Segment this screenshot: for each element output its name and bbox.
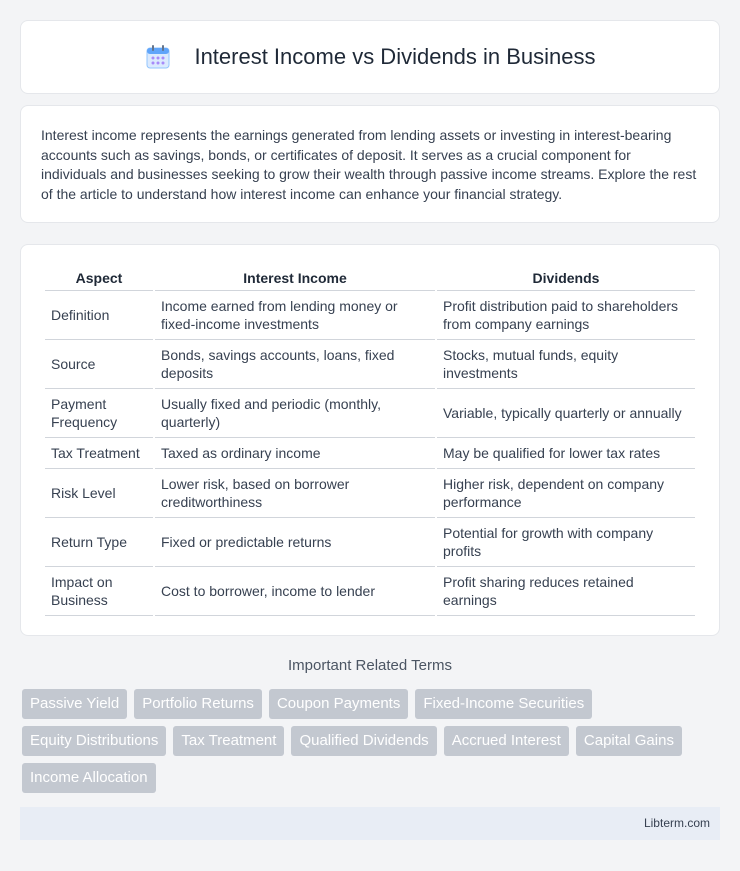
- table-cell: Payment Frequency: [45, 389, 153, 438]
- term-tag[interactable]: Income Allocation: [22, 763, 156, 793]
- term-tag[interactable]: Accrued Interest: [444, 726, 569, 756]
- related-terms-title: Important Related Terms: [288, 657, 452, 674]
- table-cell: Source: [45, 340, 153, 389]
- intro-text: Interest income represents the earnings generated from lending assets or investing in interest-bearing accounts such as savings, bonds, or certificates of deposit. It serves as a crucial component for individuals and businesses seeking to grow their wealth through passive income streams. Explore the rest of the article to understand how interest income can enhance your financial strategy.: [41, 127, 697, 202]
- term-tag[interactable]: Passive Yield: [22, 689, 127, 719]
- table-cell: Profit distribution paid to shareholders from company earnings: [437, 291, 695, 340]
- table-cell: Variable, typically quarterly or annually: [437, 389, 695, 438]
- table-cell: Taxed as ordinary income: [155, 438, 435, 469]
- calendar-icon: [144, 43, 172, 71]
- table-cell: Profit sharing reduces retained earnings: [437, 567, 695, 616]
- table-cell: Tax Treatment: [45, 438, 153, 469]
- title-card: [20, 20, 720, 94]
- table-row: [45, 389, 695, 438]
- term-tag[interactable]: Coupon Payments: [269, 689, 408, 719]
- column-header: Dividends: [437, 265, 695, 291]
- footer-link[interactable]: Libterm.com: [643, 816, 710, 830]
- table-cell: Impact on Business: [45, 567, 153, 616]
- table-row: [45, 567, 695, 616]
- table-cell: Higher risk, dependent on company performance: [437, 469, 695, 518]
- table-cell: Cost to borrower, income to lender: [155, 567, 435, 616]
- comparison-table-card: [20, 244, 720, 636]
- table-row: [45, 469, 695, 518]
- table-cell: Return Type: [45, 518, 153, 567]
- term-tag[interactable]: Capital Gains: [576, 726, 682, 756]
- table-cell: Stocks, mutual funds, equity investments: [437, 340, 695, 389]
- intro-card: [20, 105, 720, 223]
- table-header-row: [45, 265, 695, 291]
- term-tag[interactable]: Fixed-Income Securities: [415, 689, 592, 719]
- table-cell: Bonds, savings accounts, loans, fixed deposits: [155, 340, 435, 389]
- comparison-table: [43, 265, 697, 616]
- column-header: Interest Income: [155, 265, 435, 291]
- table-cell: Usually fixed and periodic (monthly, quarterly): [155, 389, 435, 438]
- footer: [20, 807, 720, 840]
- table-cell: May be qualified for lower tax rates: [437, 438, 695, 469]
- table-row: [45, 340, 695, 389]
- term-tag[interactable]: Qualified Dividends: [291, 726, 436, 756]
- page-title: Interest Income vs Dividends in Business: [194, 44, 596, 69]
- table-cell: Income earned from lending money or fixed-income investments: [155, 291, 435, 340]
- table-cell: Fixed or predictable returns: [155, 518, 435, 567]
- table-cell: Lower risk, based on borrower creditworthiness: [155, 469, 435, 518]
- table-row: [45, 291, 695, 340]
- term-tag[interactable]: Tax Treatment: [173, 726, 284, 756]
- related-terms-list: [22, 689, 722, 800]
- table-cell: Potential for growth with company profits: [437, 518, 695, 567]
- table-cell: Definition: [45, 291, 153, 340]
- table-cell: Risk Level: [45, 469, 153, 518]
- table-row: [45, 518, 695, 567]
- term-tag[interactable]: Equity Distributions: [22, 726, 166, 756]
- table-row: [45, 438, 695, 469]
- column-header: Aspect: [45, 265, 153, 291]
- term-tag[interactable]: Portfolio Returns: [134, 689, 262, 719]
